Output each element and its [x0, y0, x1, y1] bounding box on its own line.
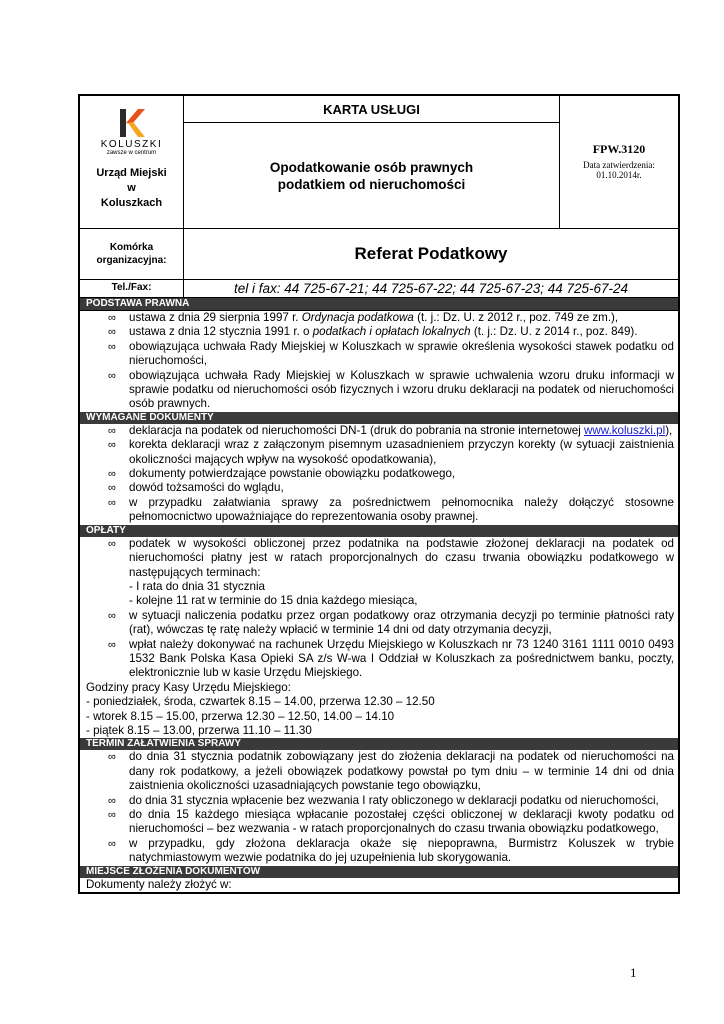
card-title: KARTA USŁUGI	[184, 96, 559, 123]
tel-label: Tel./Fax:	[80, 280, 184, 297]
section-heading-deadline: TERMIN ZAŁATWIENIA SPRAWY	[80, 738, 678, 750]
section-heading-place: MIEJSCE ZŁOŻENIA DOKUMENTÓW	[80, 866, 678, 878]
logo-name: KOLUSZKI	[100, 139, 163, 150]
document-item-1-end: ),	[665, 423, 673, 437]
approval-date: 01.10.2014r.	[596, 170, 642, 180]
fee-item	[86, 537, 674, 609]
cash-hours-line: - piątek 8.15 – 13.00, przerwa 11.10 – 11.30	[86, 723, 312, 737]
installment-2: - kolejne 11 rat w terminie do 15 dnia każdego miesiąca,	[129, 594, 418, 608]
logo-tagline: zawsze w centrum	[106, 150, 157, 156]
subject-line-1: Opodatkowanie osób prawnych	[269, 159, 474, 175]
office-cell	[80, 96, 184, 228]
document-item: ∞ dowód tożsamości do wglądu,	[86, 481, 674, 495]
unit-value: Referat Podatkowy	[354, 244, 508, 263]
legal-item: ∞ obowiązująca uchwała Rady Miejskiej w Koluszkach w sprawie uchwalenia wzoru druku informacji w sprawie podatku od nieruchomości osób fizycznych i wzoru druku deklaracji na podatek od nieruchomości osób prawnych.	[86, 369, 674, 412]
office-line-3: Koluszkach	[100, 197, 163, 209]
legal-item-2-title: podatkach i opłatach lokalnych	[312, 325, 471, 339]
service-subject	[184, 123, 559, 228]
legal-item-1-ref: (t. j.: Dz. U. z 2012 r., poz. 749 ze zm.),	[413, 311, 619, 324]
unit-row	[80, 229, 678, 280]
deadline-item: ∞ do dnia 15 każdego miesiąca wpłacanie pozostałej części obliczonej w deklaracji kwoty podatku od nieruchomości – bez wezwania - w ratach proporcjonalnych do czasu trwania obowiązku podatkowego,	[86, 808, 674, 837]
fees-section	[80, 537, 678, 739]
office-line-1: Urząd Miejski	[96, 167, 167, 179]
legal-item-1-title: Ordynacja podatkowa	[301, 311, 414, 324]
legal-item	[86, 311, 674, 325]
card-header	[80, 96, 678, 229]
website-link[interactable]: www.koluszki.pl	[584, 423, 666, 437]
fee-item: ∞ w sytuacji naliczenia podatku przez organ podatkowy oraz otrzymania decyzji po terminie płatności raty (rat), wówczas tę ratę należy wpłacić w terminie 14 dni od daty otrzymania decyzji,	[86, 609, 674, 638]
tel-value: tel i fax: 44 725-67-21; 44 725-67-22; 44 725-67-23; 44 725-67-24	[233, 281, 629, 296]
deadline-item: ∞ w przypadku, gdy złożona deklaracja okaże się niepoprawna, Burmistrz Koluszek w trybie natychmiastowym wezwie podatnika do jej uzupełnienia lub skorygowania.	[86, 837, 674, 866]
deadline-item: ∞ do dnia 31 stycznia wpłacenie bez wezwania I raty obliczonego w deklaracji podatku od nieruchomości,	[86, 794, 674, 808]
legal-item	[86, 325, 674, 339]
tel-row	[80, 280, 678, 298]
section-heading-fees: OPŁATY	[80, 525, 678, 537]
fee-item-1-text: podatek w wysokości obliczonej przez podatnika na podstawie złożonej deklaracji na podatek od nieruchomości płatny jest w ratach proporcjonalnych do czasu trwania obowiązku podatkowego w następujących terminach:	[129, 536, 674, 579]
legal-section	[80, 311, 678, 412]
subject-line-2: podatkiem od nieruchomości	[277, 176, 466, 192]
unit-label-line-1: Komórka	[109, 242, 154, 253]
document-item: ∞ korekta deklaracji wraz z załączonym pisemnym uzasadnieniem przyczyn korekty (w sytuacji zaistnienia okoliczności mających wpływ na wysokość opodatkowania),	[86, 438, 674, 467]
office-name	[96, 166, 166, 211]
unit-label-line-2: organizacyjna:	[96, 255, 167, 266]
unit-label	[80, 229, 184, 279]
koluszki-logo	[118, 108, 146, 138]
documents-section	[80, 424, 678, 525]
document-item: ∞ dokumenty potwierdzające powstanie obowiązku podatkowego,	[86, 467, 674, 481]
code-cell	[560, 96, 678, 228]
approval-info	[583, 160, 655, 180]
document-item-1-text: deklaracja na podatek od nieruchomości DN-1 (druk do pobrania na stronie internetowej	[129, 423, 584, 437]
legal-item-1-text: ustawa z dnia 29 sierpnia 1997 r.	[129, 311, 302, 324]
office-line-2: w	[127, 182, 136, 194]
cash-hours-line: - wtorek 8.15 – 15.00, przerwa 12.30 – 12.50, 14.00 – 14.10	[86, 709, 395, 723]
section-heading-legal: PODSTAWA PRAWNA	[80, 298, 678, 311]
document-item: ∞ w przypadku załatwiania sprawy za pośrednictwem pełnomocnika należy dołączyć stosowne pełnomocnictwo upoważniające do reprezentowania osoby prawnej.	[86, 496, 674, 525]
page-number: 1	[630, 965, 637, 980]
cash-hours-title: Godziny pracy Kasy Urzędu Miejskiego:	[86, 680, 291, 694]
legal-item-2-text: ustawa z dnia 12 stycznia 1991 r. o	[129, 325, 313, 339]
fee-item: ∞ wpłat należy dokonywać na rachunek Urzędu Miejskiego w Koluszkach nr 73 1240 3161 1111 0010 0493 1532 Bank Polska Kasa Opieki SA z/s W-wa I Oddział w Koluszkach za pośrednictwem banku, poczty, elektronicznie lub w kasie Urzędu Miejskiego.	[86, 638, 674, 681]
title-cell	[184, 96, 560, 228]
service-card	[78, 94, 680, 894]
legal-item: ∞ obowiązująca uchwała Rady Miejskiej w Koluszkach w sprawie określenia wysokości stawek podatku od nieruchomości,	[86, 340, 674, 369]
place-line: Dokumenty należy złożyć w:	[86, 877, 232, 891]
legal-item-2-ref: (t. j.: Dz. U. z 2014 r., poz. 849).	[470, 325, 638, 339]
place-section	[80, 878, 678, 892]
card-frame	[78, 94, 680, 894]
deadline-section	[80, 750, 678, 865]
card-code: FPW.3120	[592, 142, 646, 156]
document-item	[86, 424, 674, 438]
section-heading-documents: WYMAGANE DOKUMENTY	[80, 412, 678, 424]
cash-hours-line: - poniedziałek, środa, czwartek 8.15 – 14.00, przerwa 12.30 – 12.50	[86, 695, 435, 709]
deadline-item: ∞ do dnia 31 stycznia podatnik zobowiązany jest do złożenia deklaracji na podatek od nieruchomości na dany rok podatkowy, a jeżeli obowiązek podatkowy powstał po tym dniu – w terminie 14 dni od dnia zaistnienia okoliczności uzasadniających powstanie tego obowiązku,	[86, 750, 674, 793]
installment-1: - I rata do dnia 31 stycznia	[129, 579, 265, 593]
approval-label: Data zatwierdzenia:	[583, 160, 655, 170]
